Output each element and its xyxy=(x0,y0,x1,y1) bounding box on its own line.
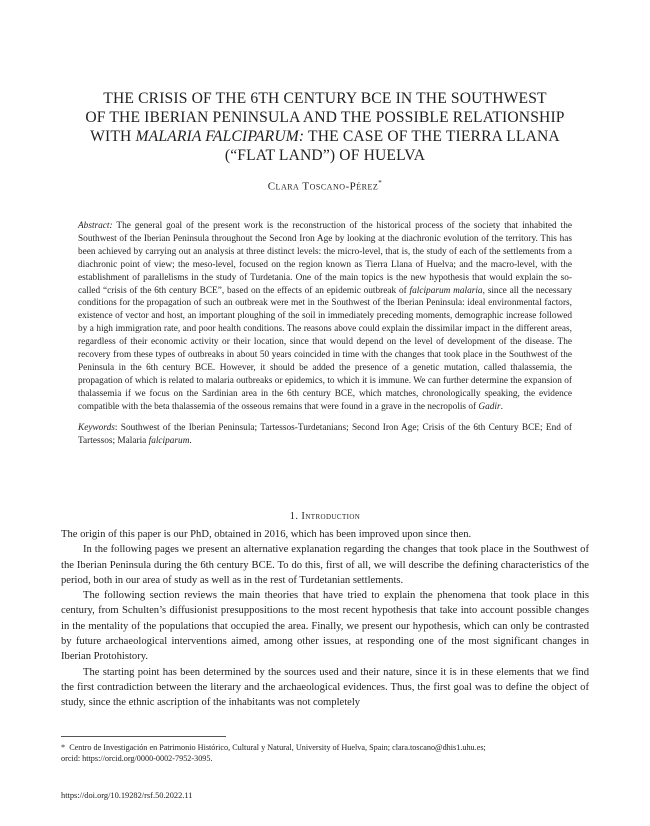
abstract-text: The general goal of the present work is the reconstruction of the historical process of the society that inhabited the Southwest of the Iberian Peninsula throughout the Second Iron Age by looking at the diachronic evolution of the territory. This has been achieved by carrying out an analysis at three distinct levels: the micro-level, that is, the study of each of the settlements from a diachronic point of view; the meso-level, focused on the region known as Tierra Llana of Huelva; and the macro-level, with the establishment of parallelisms in the study of Turdetania. One of the main topics is the new hypothesis that would explain the so-called “crisis of the 6th century BCE”, based on the effects of an epidemic outbreak of xyxy=(78,221,572,296)
abstract-label: Abstract: xyxy=(78,221,113,231)
keywords-paragraph xyxy=(78,422,572,448)
title-italic-species: MALARIA FALCIPARUM: xyxy=(135,128,305,145)
abstract-paragraph xyxy=(78,220,572,414)
body-paragraph: The starting point has been determined by the sources used and their nature, since it is in these elements that we find the first contradiction between the literary and the archaeological evidences. Thus, the first goal was to define the object of study, since the ethnic ascription of the inhabitants was not completely xyxy=(61,666,589,709)
footnote-divider xyxy=(61,736,226,737)
body-paragraph: The following section reviews the main theories that have tried to explain the phenomena that took place in this century, from Schulten’s diffusionist presuppositions to the most recent hypothesis that take into account possible changes in the mentality of the populations that occupied the area. Finally, we present our hypothesis, which can only be contrasted by future archaeological interventions aimed, among other issues, at responding one of the most significant changes in Iberian Protohistory. xyxy=(61,590,589,663)
section-heading xyxy=(40,511,610,522)
section-heading-text: 1. Introduction xyxy=(289,511,361,522)
author-name: Clara Toscano-Pérez xyxy=(267,180,379,193)
abstract-text: , since all the necessary conditions for the propagation of such an outbreak were met in the Southwest of the Iberian Peninsula: ideal environmental factors, existence of vector and host, an important ploughing of the soil in immediately preceding moments, demographic increase followed by a high immigration rate, and poor health conditions. The reasons above could explain the dissimilar impact in the different areas, regardless of their economic activity or their location, since that would depend on the level of development of the disease. The recovery from these types of outbreaks in about 50 years coincided in time with the changes that took place in the Southwest of the Peninsula in the 6th century BCE. However, it should be added the presence of a genetic mutation, called thalassemia, the propagation of which is related to malaria outbreaks or epidemics, to which it is immune. We can further determine the expansion of thalassemia if we focus on the Sardinian area in the 6th century BCE, which matches, chronologically speaking, the evidence compatible with the beta thalassemia of the osseous remains that were found in a grave in the necropolis of xyxy=(78,285,573,412)
title-line-3 xyxy=(40,127,610,146)
body-text xyxy=(61,527,589,711)
keywords-text: . xyxy=(189,435,192,446)
abstract-text: . xyxy=(500,401,503,412)
title-text: THE CASE OF THE TIERRA LLANA xyxy=(304,128,560,145)
body-paragraph: In the following pages we present an alternative explanation regarding the changes that took place in the Southwest of the Iberian Peninsula during the 6th century BCE. To do this, first of all, we will describe the defining characteristics of the period, both in our area of study as well as in the rest of Turdetanian settlements. xyxy=(61,544,589,586)
author-line xyxy=(40,179,610,193)
keywords-italic: falciparum xyxy=(148,435,190,446)
keywords-label: Keywords xyxy=(78,422,115,433)
abstract-block xyxy=(78,220,572,447)
footnote-affiliation: Centro de Investigación en Patrimonio Histórico, Cultural y Natural, University of Huelva, Spain; clara.toscano@dhis1.uhu.es; xyxy=(69,743,486,752)
title-text: WITH xyxy=(90,128,136,145)
title-line-2: OF THE IBERIAN PENINSULA AND THE POSSIBLE RELATIONSHIP xyxy=(85,109,565,126)
footnote-line-1 xyxy=(61,742,589,753)
paper-title xyxy=(40,89,610,165)
keywords-text: : Southwest of the Iberian Peninsula; Tartessos-Turdetanians; Second Iron Age; Crisis of the 6th Century BCE; End of Tartessos; Malaria xyxy=(78,422,572,446)
footnote xyxy=(61,742,589,764)
author-footnote-mark: * xyxy=(378,179,383,187)
doi-link[interactable]: https://doi.org/10.19282/rsf.50.2022.11 xyxy=(61,791,193,800)
footnote-orcid: orcid: https://orcid.org/0000-0002-7952-3095. xyxy=(61,754,213,764)
body-paragraph: The origin of this paper is our PhD, obtained in 2016, which has been improved upon since then. xyxy=(61,529,472,540)
title-line-1: THE CRISIS OF THE 6TH CENTURY BCE IN THE SOUTHWEST xyxy=(103,90,547,107)
footnote-mark: * xyxy=(61,743,66,752)
abstract-italic: Gadir xyxy=(478,401,501,412)
title-line-4: (“FLAT LAND”) OF HUELVA xyxy=(224,147,426,164)
abstract-italic: falciparum malaria xyxy=(409,285,483,296)
